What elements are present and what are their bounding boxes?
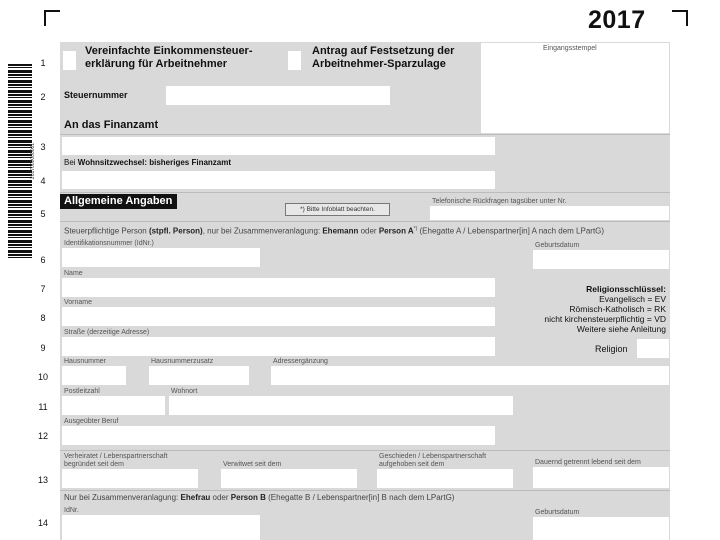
religion-key-rk: Römisch-Katholisch = RK xyxy=(569,304,666,314)
sparzulage-title-1: Antrag auf Festsetzung der xyxy=(312,45,455,57)
person-a-text: (Ehegatte A / Lebenspartner[in] A nach dem LPartG) xyxy=(417,226,605,236)
person-a-text: Steuerpflichtige Person xyxy=(64,226,149,236)
beruf-label: Ausgeübter Beruf xyxy=(64,418,119,425)
wohnort-label: Wohnort xyxy=(171,388,198,395)
divider xyxy=(60,134,670,135)
verwitwet-input[interactable] xyxy=(221,469,357,488)
row-number: 2 xyxy=(40,92,46,102)
row-number: 3 xyxy=(40,142,46,152)
telefon-input[interactable] xyxy=(430,206,669,220)
finanzamt-label: An das Finanzamt xyxy=(64,119,159,131)
idnr-label: Identifikationsnummer (IdNr.) xyxy=(64,240,154,247)
form-year: 2017 xyxy=(588,6,646,34)
postleitzahl-label: Postleitzahl xyxy=(64,388,100,395)
beruf-input[interactable] xyxy=(62,426,495,445)
eingangsstempel-box xyxy=(481,43,669,133)
steuernummer-label: Steuernummer xyxy=(64,90,128,100)
telefon-label: Telefonische Rückfragen tagsüber unter Nr. xyxy=(432,198,567,205)
person-a-text: *) xyxy=(413,226,418,232)
divider xyxy=(60,450,670,451)
person-a-text: , nur bei Zusammenveranlagung: xyxy=(202,226,323,236)
person-b-text: Ehefrau xyxy=(180,493,211,502)
title-line-1: Vereinfachte Einkommensteuer- xyxy=(85,45,253,57)
wohnsitz-prefix: Bei xyxy=(64,158,78,167)
verheiratet-input[interactable] xyxy=(62,469,198,488)
section-allgemeine-angaben: Allgemeine Angaben xyxy=(60,194,177,209)
wohnort-input[interactable] xyxy=(169,396,513,415)
bisheriges-finanzamt-input[interactable] xyxy=(62,171,495,189)
eingangsstempel-label: Eingangsstempel xyxy=(543,45,597,52)
getrennt-input[interactable] xyxy=(533,467,669,488)
religionsschluessel xyxy=(512,284,666,334)
row-number: 10 xyxy=(37,372,48,382)
religion-input[interactable] xyxy=(637,339,669,358)
row-number: 12 xyxy=(37,431,48,441)
person-a-text: oder xyxy=(358,226,379,236)
barcode xyxy=(8,64,32,258)
infoblatt-hint: *) Bitte Infoblatt beachten. xyxy=(285,203,390,216)
sparzulage-title-2: Arbeitnehmer-Sparzulage xyxy=(312,58,446,70)
corner-mark-top-right xyxy=(672,10,688,26)
divider xyxy=(60,221,670,222)
name-input[interactable] xyxy=(62,278,495,297)
strasse-label: Straße (derzeitige Adresse) xyxy=(64,329,150,336)
adressergaenzung-input[interactable] xyxy=(271,366,669,385)
idnr-b-input[interactable] xyxy=(62,515,260,540)
divider xyxy=(60,192,670,193)
row-number: 6 xyxy=(40,255,46,265)
geburtsdatum-b-input[interactable] xyxy=(533,517,669,540)
religion-key-other: Weitere siehe Anleitung xyxy=(576,324,666,334)
row-number: 13 xyxy=(37,475,48,485)
corner-mark-top-left xyxy=(44,10,60,26)
row-number: 11 xyxy=(38,402,48,412)
idnr-input[interactable] xyxy=(62,248,260,267)
divider xyxy=(60,490,670,491)
checkbox-einkommensteuererklaerung[interactable] xyxy=(63,51,76,70)
adressergaenzung-label: Adressergänzung xyxy=(273,358,328,365)
vorname-input[interactable] xyxy=(62,307,495,326)
person-a-text: Person A xyxy=(378,226,414,236)
religion-title: Religionsschlüssel: xyxy=(586,284,666,294)
geburtsdatum-label: Geburtsdatum xyxy=(535,242,580,249)
geburtsdatum-input[interactable] xyxy=(533,250,669,269)
getrennt-label: Dauernd getrennt lebend seit dem xyxy=(535,459,641,466)
geschieden-input[interactable] xyxy=(377,469,513,488)
wohnsitz-bold: Wohnsitzwechsel: bisheriges Finanzamt xyxy=(77,158,232,167)
postleitzahl-input[interactable] xyxy=(62,396,165,415)
wohnsitzwechsel-label xyxy=(64,158,231,167)
vorname-label: Vorname xyxy=(64,299,93,306)
strasse-input[interactable] xyxy=(62,337,495,356)
barcode-number: 2017000000001 xyxy=(30,142,36,180)
hausnummerzusatz-label: Hausnummerzusatz xyxy=(151,358,214,365)
idnr-b-label: IdNr. xyxy=(64,507,79,514)
geschieden-label: Geschieden / Lebenspartnerschaft aufgehoben seit dem xyxy=(379,453,487,468)
person-a-heading xyxy=(64,226,604,236)
person-b-text: Person B xyxy=(230,493,266,502)
row-number: 1 xyxy=(40,58,46,68)
person-b-text: (Ehegatte B / Lebenspartner[in] B nach dem LPartG) xyxy=(265,493,455,502)
row-number: 7 xyxy=(40,284,46,294)
person-a-text: (stpfl. Person) xyxy=(148,226,203,236)
person-b-text: oder xyxy=(210,493,231,502)
person-a-text: Ehemann xyxy=(322,226,359,236)
checkbox-sparzulage[interactable] xyxy=(288,51,301,70)
name-label: Name xyxy=(64,270,83,277)
religion-label: Religion xyxy=(595,344,628,354)
verheiratet-label: Verheiratet / Lebenspartnerschaft begründet seit dem xyxy=(64,453,168,468)
religion-key-ev: Evangelisch = EV xyxy=(599,294,666,304)
row-number: 14 xyxy=(37,518,48,528)
steuernummer-input[interactable] xyxy=(166,86,390,105)
person-b-heading xyxy=(64,493,454,502)
finanzamt-input-line-3[interactable] xyxy=(62,137,495,155)
row-number: 9 xyxy=(40,343,46,353)
hausnummer-input[interactable] xyxy=(62,366,126,385)
title-line-2: erklärung für Arbeitnehmer xyxy=(85,58,228,70)
geburtsdatum-b-label: Geburtsdatum xyxy=(535,509,580,516)
row-number: 4 xyxy=(40,176,46,186)
person-b-text: Nur bei Zusammenveranlagung: xyxy=(64,493,181,502)
hausnummerzusatz-input[interactable] xyxy=(149,366,249,385)
religion-key-vd: nicht kirchensteuerpflichtig = VD xyxy=(544,314,666,324)
verwitwet-label: Verwitwet seit dem xyxy=(223,461,282,468)
row-number: 5 xyxy=(40,209,46,219)
row-number: 8 xyxy=(40,313,46,323)
hausnummer-label: Hausnummer xyxy=(64,358,107,365)
